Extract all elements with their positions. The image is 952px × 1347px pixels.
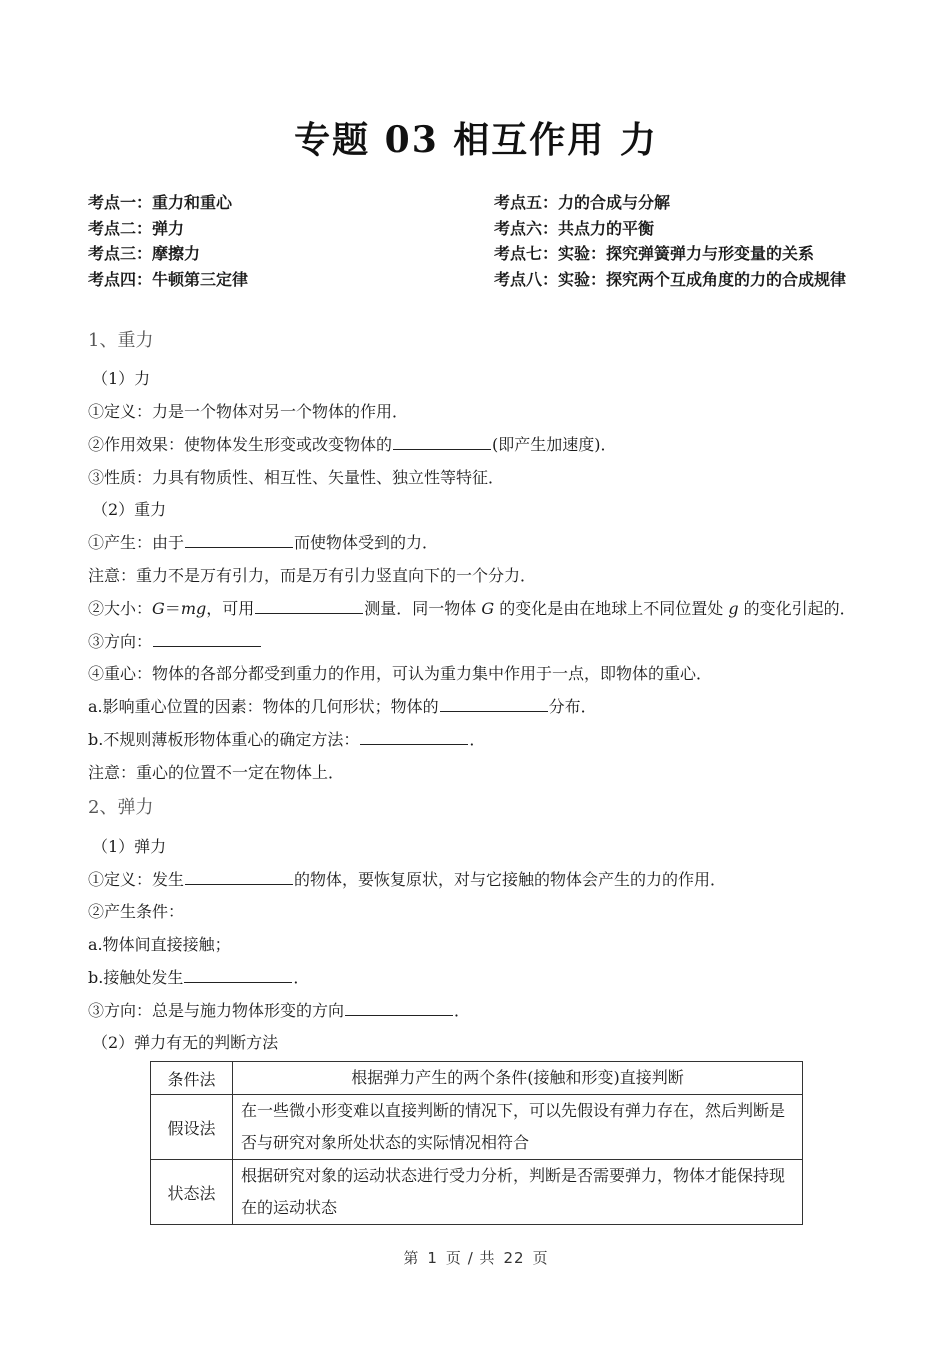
text: 的变化是由在地球上不同位置处 — [494, 599, 729, 618]
subsection-heading: （1）弹力 — [92, 837, 167, 856]
text: a.影响重心位置的因素：物体的几何形状；物体的 — [88, 697, 439, 716]
fill-blank[interactable] — [255, 597, 363, 614]
paragraph: 注意：重心的位置不一定在物体上． — [88, 763, 345, 782]
paragraph: ④重心：物体的各部分都受到重力的作用，可认为重力集中作用于一点，即物体的重心． — [88, 664, 713, 683]
section-heading: 2、弹力 — [88, 797, 154, 818]
formula: G — [152, 599, 165, 618]
text: 测量．同一物体 — [364, 599, 482, 618]
topic-list-left — [88, 190, 248, 292]
text: ． — [293, 968, 310, 987]
footer-text: 页 / 共 — [445, 1249, 496, 1267]
method-cell: 条件法 — [151, 1062, 233, 1095]
paragraph: ①定义：力是一个物体对另一个物体的作用． — [88, 402, 409, 421]
total-pages: 22 — [503, 1249, 525, 1267]
text: ②大小： — [88, 599, 153, 618]
page-footer — [0, 1247, 952, 1268]
table-row — [151, 1095, 803, 1160]
formula: ＝ — [164, 599, 181, 618]
paragraph: ②产生条件： — [88, 902, 185, 921]
paragraph — [88, 867, 726, 890]
paragraph — [88, 432, 617, 455]
topic-item: 考点六：共点力的平衡 — [494, 218, 655, 238]
topic-item: 考点二：弹力 — [88, 218, 185, 238]
text: ①产生：由于 — [88, 533, 185, 552]
text: ，可用 — [206, 599, 255, 618]
footer-text: 页 — [532, 1249, 549, 1267]
fill-blank[interactable] — [153, 630, 261, 647]
text: ③方向： — [88, 632, 153, 651]
text: 的物体，要恢复原状，对与它接触的物体会产生的力的作用． — [294, 870, 727, 889]
topic-item: 考点三：摩擦力 — [88, 244, 201, 263]
text: 分布． — [548, 697, 597, 716]
fill-blank[interactable] — [184, 966, 292, 983]
section-heading: 1、重力 — [88, 330, 154, 351]
text: ③方向：总是与施力物体形变的方向 — [88, 1001, 345, 1020]
text: ①定义：发生 — [88, 870, 185, 889]
topic-item: 考点八：实验：探究两个互成角度的力的合成规律 — [494, 269, 847, 289]
paragraph: ③性质：力具有物质性、相互性、矢量性、独立性等特征． — [88, 468, 505, 487]
text: (即产生加速度)． — [492, 435, 617, 454]
table-row — [151, 1062, 803, 1095]
paragraph — [88, 998, 470, 1021]
fill-blank[interactable] — [185, 868, 293, 885]
paragraph: a.物体间直接接触； — [88, 935, 231, 954]
formula: G — [481, 599, 495, 618]
text: b.不规则薄板形物体重心的确定方法： — [88, 730, 360, 749]
fill-blank[interactable] — [440, 695, 548, 712]
subsection-heading: （2）重力 — [92, 500, 167, 519]
fill-blank[interactable] — [185, 531, 293, 548]
paragraph — [88, 596, 856, 619]
formula: mg — [180, 599, 207, 618]
page-title: 专题 03 相互作用 力 — [294, 119, 658, 161]
formula: g — [728, 599, 739, 618]
topic-item: 考点五：力的合成与分解 — [494, 193, 671, 212]
text: ． — [469, 730, 486, 749]
topic-item: 考点四：牛顿第三定律 — [88, 269, 249, 289]
topic-item: 考点一：重力和重心 — [88, 193, 233, 212]
topic-list-right — [494, 190, 846, 292]
text: ． — [454, 1001, 471, 1020]
text: b.接触处发生 — [88, 968, 184, 987]
fill-blank[interactable] — [393, 433, 491, 450]
judgment-methods-table — [150, 1061, 803, 1225]
table-row — [151, 1160, 803, 1225]
paragraph — [88, 965, 309, 988]
subsection-heading: （1）力 — [92, 369, 151, 388]
text: 的变化引起的． — [738, 599, 856, 618]
subsection-heading: （2）弹力有无的判断方法 — [92, 1033, 279, 1052]
method-cell: 假设法 — [151, 1095, 233, 1160]
paragraph — [88, 629, 262, 652]
paragraph — [88, 694, 597, 717]
fill-blank[interactable] — [345, 999, 453, 1016]
method-cell: 状态法 — [151, 1160, 233, 1225]
text: 而使物体受到的力． — [294, 533, 439, 552]
current-page: 1 — [427, 1249, 438, 1267]
description-cell: 根据研究对象的运动状态进行受力分析，判断是否需要弹力，物体才能保持现在的运动状态 — [233, 1160, 803, 1225]
footer-text: 第 — [403, 1249, 420, 1267]
topic-item: 考点七：实验：探究弹簧弹力与形变量的关系 — [494, 244, 815, 263]
paragraph: 注意：重力不是万有引力，而是万有引力竖直向下的一个分力． — [88, 566, 537, 585]
fill-blank[interactable] — [360, 728, 468, 745]
description-cell: 根据弹力产生的两个条件(接触和形变)直接判断 — [233, 1062, 803, 1095]
text: ②作用效果：使物体发生形变或改变物体的 — [88, 435, 393, 454]
description-cell: 在一些微小形变难以直接判断的情况下，可以先假设有弹力存在，然后判断是否与研究对象所处状态的实际情况相符合 — [233, 1095, 803, 1160]
paragraph — [88, 727, 485, 750]
paragraph — [88, 530, 438, 553]
